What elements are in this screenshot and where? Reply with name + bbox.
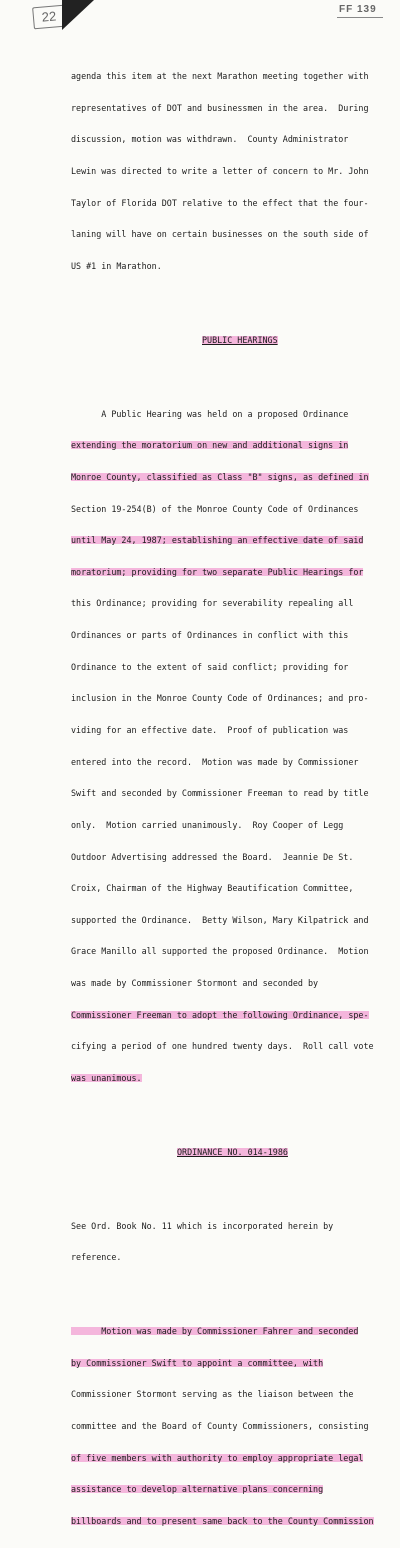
highlighted-text: assistance to develop alternative plans concerning <box>71 1484 324 1495</box>
text-line <box>71 1073 391 1084</box>
text-line: Ordinance to the extent of said conflict; providing for <box>71 661 349 672</box>
text-line: was made by Commissioner Stormont and seconded by <box>71 978 319 989</box>
page-reference-mark: FF 139 <box>339 4 377 15</box>
text-line: Taylor of Florida DOT relative to the effect that the four- <box>71 197 369 208</box>
text-line <box>71 567 391 578</box>
highlighted-text: Commissioner Freeman to adopt the following Ordinance, spe- <box>71 1009 369 1020</box>
header-rule <box>337 17 383 18</box>
text-line: Outdoor Advertising addressed the Board. Jeannie De St. <box>71 851 354 862</box>
text-line: A Public Hearing was held on a proposed Ordinance <box>71 408 349 419</box>
text-line: this Ordinance; providing for severability repealing all <box>71 598 354 609</box>
text-line: US #1 in Marathon. <box>71 260 162 271</box>
highlighted-text: moratorium; providing for two separate Public Hearings for <box>71 566 364 577</box>
text-line: Grace Manillo all supported the proposed Ordinance. Motion <box>71 946 369 957</box>
text-line <box>71 1516 391 1527</box>
text-line <box>71 1326 391 1337</box>
text-line: committee and the Board of County Commissioners, consisting <box>71 1421 369 1432</box>
text-line: entered into the record. Motion was made by Commissioner <box>71 756 359 767</box>
highlighted-text: of five members with authority to employ appropriate legal <box>71 1452 364 1463</box>
text-line <box>71 535 391 546</box>
text-line: Commissioner Stormont serving as the liaison between the <box>71 1389 354 1400</box>
spacer <box>71 1179 391 1190</box>
heading-public-hearings: PUBLIC HEARINGS <box>202 334 278 345</box>
page-number-stamp: 22 <box>32 5 66 30</box>
text-line: Lewin was directed to write a letter of concern to Mr. John <box>71 166 369 177</box>
text-line: supported the Ordinance. Betty Wilson, Mary Kilpatrick and <box>71 914 369 925</box>
highlighted-text: by Commissioner Swift to appoint a committee, with <box>71 1357 324 1368</box>
text-line: discussion, motion was withdrawn. County Administrator <box>71 134 349 145</box>
document-body <box>71 50 391 1548</box>
spacer <box>71 293 391 304</box>
text-line: inclusion in the Monroe County Code of Ordinances; and pro- <box>71 693 369 704</box>
text-line <box>71 440 391 451</box>
text-line: See Ord. Book No. 11 which is incorporated herein by <box>71 1220 334 1231</box>
text-line: representatives of DOT and businessmen in the area. During <box>71 102 369 113</box>
highlighted-text: Motion was made by Commissioner Fahrer and seconded <box>71 1326 359 1337</box>
text-line: Ordinances or parts of Ordinances in conflict with this <box>71 630 349 641</box>
heading-ordinance: ORDINANCE NO. 014-1986 <box>177 1146 288 1157</box>
text-line: only. Motion carried unanimously. Roy Cooper of Legg <box>71 819 344 830</box>
text-line: Croix, Chairman of the Highway Beautification Committee, <box>71 883 354 894</box>
text-line: agenda this item at the next Marathon meeting together with <box>71 71 369 82</box>
spacer <box>71 366 391 377</box>
folded-corner <box>62 0 94 30</box>
heading-line <box>71 1147 391 1158</box>
text-line <box>71 1484 391 1495</box>
highlighted-text: until May 24, 1987; establishing an effective date of said <box>71 535 364 546</box>
text-line <box>71 1358 391 1369</box>
text-line <box>71 472 391 483</box>
highlighted-text: extending the moratorium on new and additional signs in <box>71 440 349 451</box>
spacer <box>71 1284 391 1295</box>
text-line: reference. <box>71 1252 122 1263</box>
heading-line <box>71 335 391 346</box>
highlighted-text: billboards and to present same back to the County Commission <box>71 1516 374 1527</box>
highlighted-text: Monroe County, classified as Class "B" signs, as defined in <box>71 471 369 482</box>
text-line: Swift and seconded by Commissioner Freeman to read by title <box>71 788 369 799</box>
text-line: laning will have on certain businesses on the south side of <box>71 229 369 240</box>
text-line <box>71 1010 391 1021</box>
text-line <box>71 1453 391 1464</box>
highlighted-text: was unanimous. <box>71 1073 142 1084</box>
text-line: viding for an effective date. Proof of publication was <box>71 725 349 735</box>
text-line: cifying a period of one hundred twenty days. Roll call vote <box>71 1041 374 1052</box>
spacer <box>71 1105 391 1116</box>
text-line: Section 19-254(B) of the Monroe County Code of Ordinances <box>71 503 359 514</box>
